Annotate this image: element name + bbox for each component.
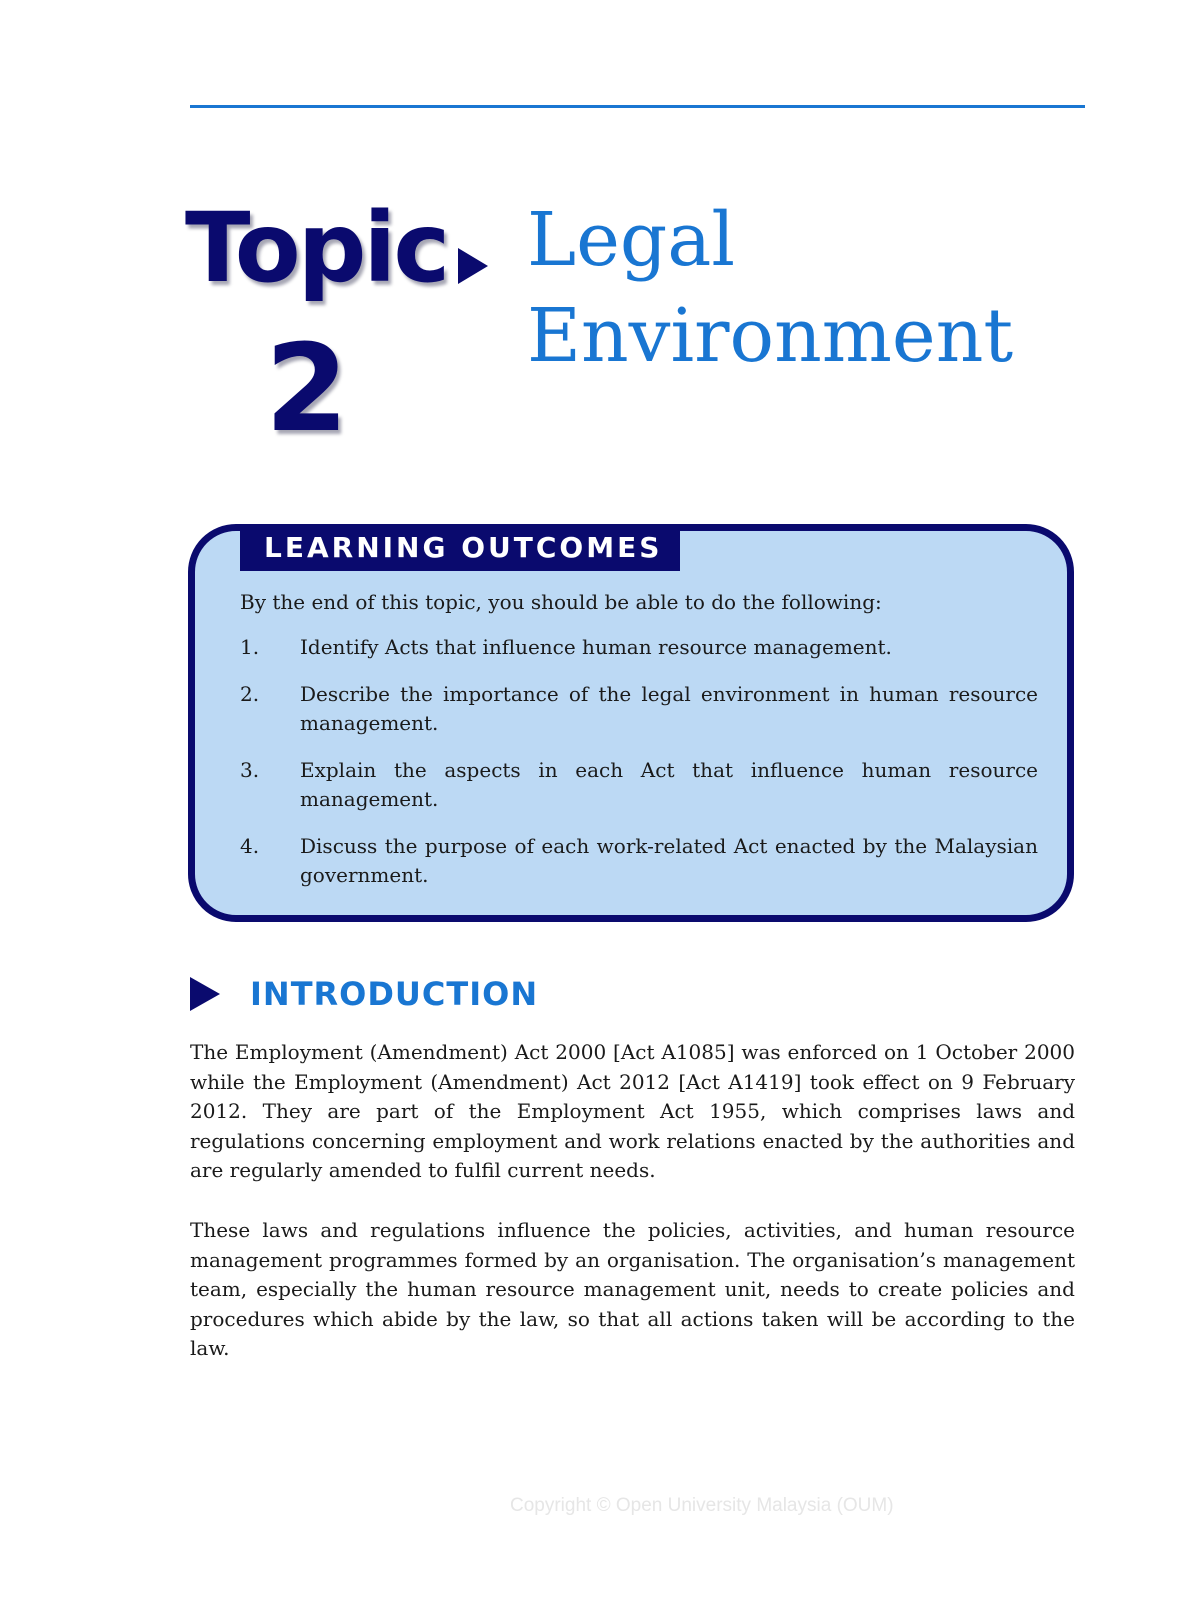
- topic-title-line1: Legal: [527, 197, 736, 283]
- list-item: [240, 633, 1038, 662]
- list-item-number: 1.: [240, 635, 260, 659]
- learning-outcomes-intro: By the end of this topic, you should be able to do the following:: [240, 590, 882, 614]
- list-item: [240, 680, 1038, 738]
- list-item-number: 4.: [240, 834, 260, 858]
- list-item-text: Describe the importance of the legal environment in human resource management.: [300, 682, 1038, 735]
- list-item-text: Discuss the purpose of each work-related Act enacted by the Malaysian government.: [300, 834, 1038, 887]
- topic-label: Topic: [185, 192, 448, 304]
- learning-outcomes-heading: LEARNING OUTCOMES: [240, 525, 680, 571]
- list-item-number: 2.: [240, 682, 260, 706]
- introduction-heading: INTRODUCTION: [250, 975, 539, 1013]
- play-arrow-icon: [190, 977, 220, 1011]
- list-item-text: Explain the aspects in each Act that influence human resource management.: [300, 758, 1038, 811]
- list-item: [240, 832, 1038, 890]
- topic-title-line2: Environment: [527, 293, 1014, 379]
- topic-number: 2: [265, 320, 349, 459]
- top-rule: [190, 105, 1085, 108]
- topic-title: [527, 192, 1013, 384]
- list-item-text: Identify Acts that influence human resource management.: [300, 635, 892, 659]
- list-item-number: 3.: [240, 758, 260, 782]
- copyright-watermark: Copyright © Open University Malaysia (OUM): [510, 1495, 894, 1516]
- topic-badge: [185, 192, 515, 460]
- play-arrow-icon: [458, 248, 488, 284]
- list-item: [240, 756, 1038, 814]
- introduction-paragraph-2: These laws and regulations influence the policies, activities, and human resource management programmes formed by an organisation. The organisation’s management team, especially the human resource management unit, needs to create policies and procedures which abide by the law, so that all actions taken will be according to the law.: [190, 1218, 1075, 1360]
- introduction-paragraph-1: The Employment (Amendment) Act 2000 [Act A1085] was enforced on 1 October 2000 while the Employment (Amendment) Act 2012 [Act A1419] took effect on 9 February 2012. They are part of the Employment Act 1955, which comprises laws and regulations concerning employment and work relations enacted by the authorities and are regularly amended to fulfil current needs.: [190, 1040, 1075, 1182]
- learning-outcomes-list: [240, 633, 1038, 908]
